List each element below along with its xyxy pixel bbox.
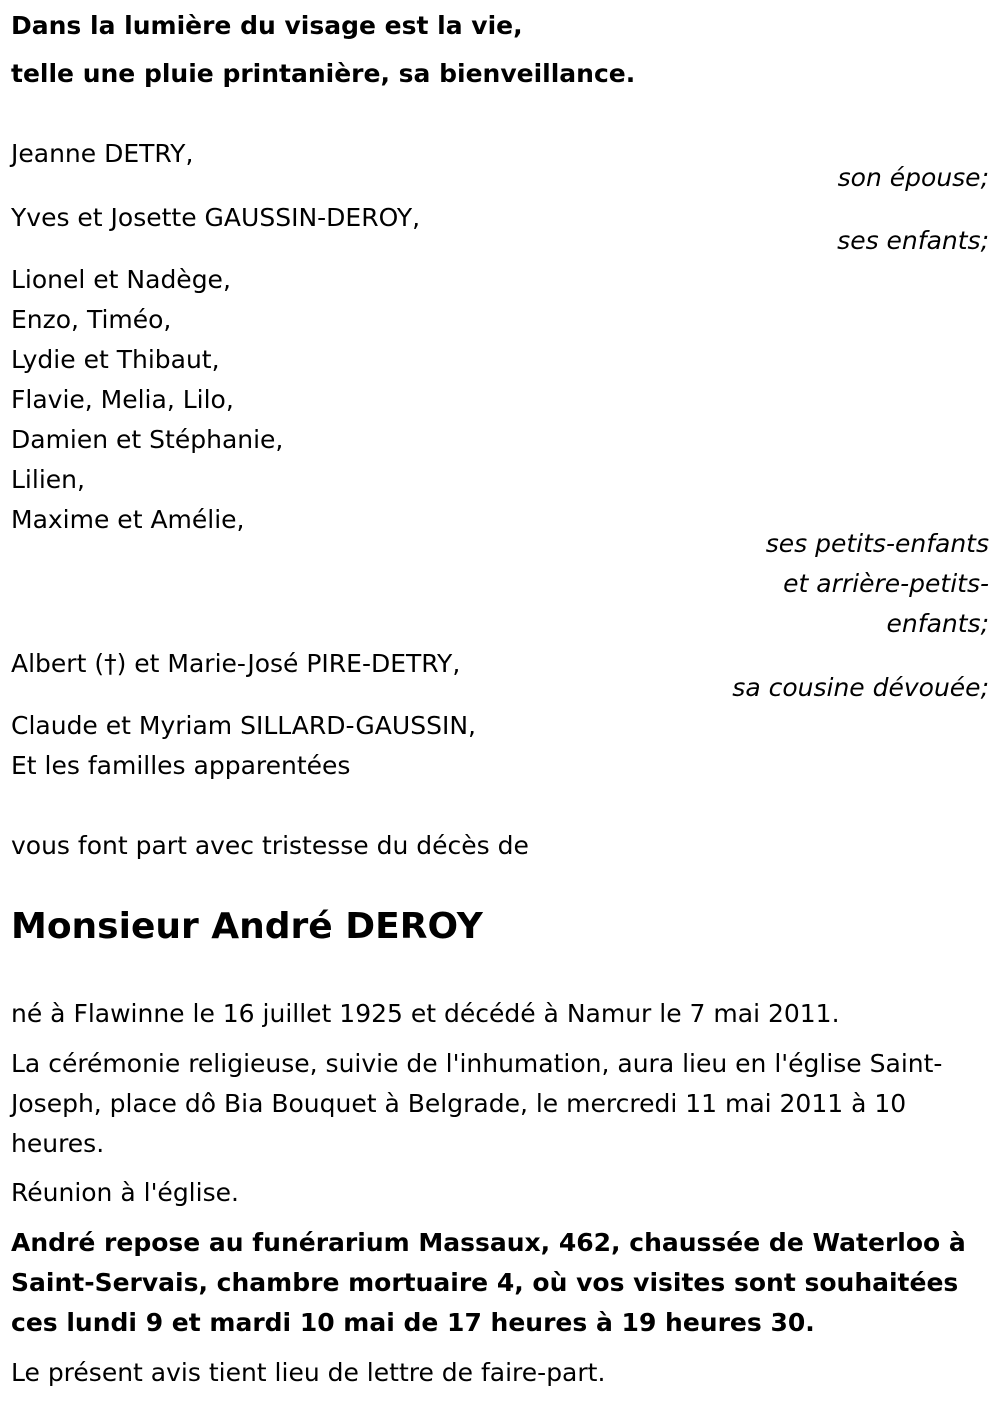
deceased-name: Monsieur André DEROY: [11, 906, 483, 947]
ceremony-line: La cérémonie religieuse, suivie de l'inhumation, aura lieu en l'église Saint-: [11, 1049, 943, 1078]
spouse-name: Jeanne DETRY,: [11, 139, 194, 168]
visitation-line: Saint-Servais, chambre mortuaire 4, où vos visites sont souhaitées: [11, 1268, 959, 1297]
children-name: Yves et Josette GAUSSIN-DEROY,: [11, 203, 421, 232]
meeting-text: Réunion à l'église.: [11, 1178, 239, 1207]
intro-text: vous font part avec tristesse du décès de: [11, 831, 529, 860]
grandchild-line: Damien et Stéphanie,: [11, 425, 284, 454]
grandchildren-role: ses petits-enfants: [765, 529, 989, 558]
grandchildren-role: et arrière-petits-: [783, 569, 989, 598]
closing-text: Le présent avis tient lieu de lettre de faire-part.: [11, 1358, 606, 1387]
cousin-name: Albert (†) et Marie-José PIRE-DETRY,: [11, 649, 461, 678]
epigraph-line-2: telle une pluie printanière, sa bienveillance.: [11, 59, 636, 88]
visitation-line: ces lundi 9 et mardi 10 mai de 17 heures à 19 heures 30.: [11, 1308, 815, 1337]
grandchild-line: Enzo, Timéo,: [11, 305, 172, 334]
ceremony-line: heures.: [11, 1129, 105, 1158]
birth-death-text: né à Flawinne le 16 juillet 1925 et décédé à Namur le 7 mai 2011.: [11, 999, 840, 1028]
grandchild-line: Maxime et Amélie,: [11, 505, 245, 534]
spouse-role: son épouse;: [837, 163, 989, 192]
grandchild-line: Lionel et Nadège,: [11, 265, 231, 294]
other-family-line: Claude et Myriam SILLARD-GAUSSIN,: [11, 711, 476, 740]
visitation-line: André repose au funérarium Massaux, 462, chaussée de Waterloo à: [11, 1228, 966, 1257]
cousin-role: sa cousine dévouée;: [732, 673, 989, 702]
ceremony-line: Joseph, place dô Bia Bouquet à Belgrade, le mercredi 11 mai 2011 à 10: [11, 1089, 907, 1118]
grandchild-line: Lydie et Thibaut,: [11, 345, 220, 374]
grandchild-line: Flavie, Melia, Lilo,: [11, 385, 234, 414]
children-role: ses enfants;: [837, 226, 989, 255]
epigraph-line-1: Dans la lumière du visage est la vie,: [11, 11, 523, 40]
grandchild-line: Lilien,: [11, 465, 85, 494]
other-family-line: Et les familles apparentées: [11, 751, 351, 780]
grandchildren-role: enfants;: [886, 609, 989, 638]
